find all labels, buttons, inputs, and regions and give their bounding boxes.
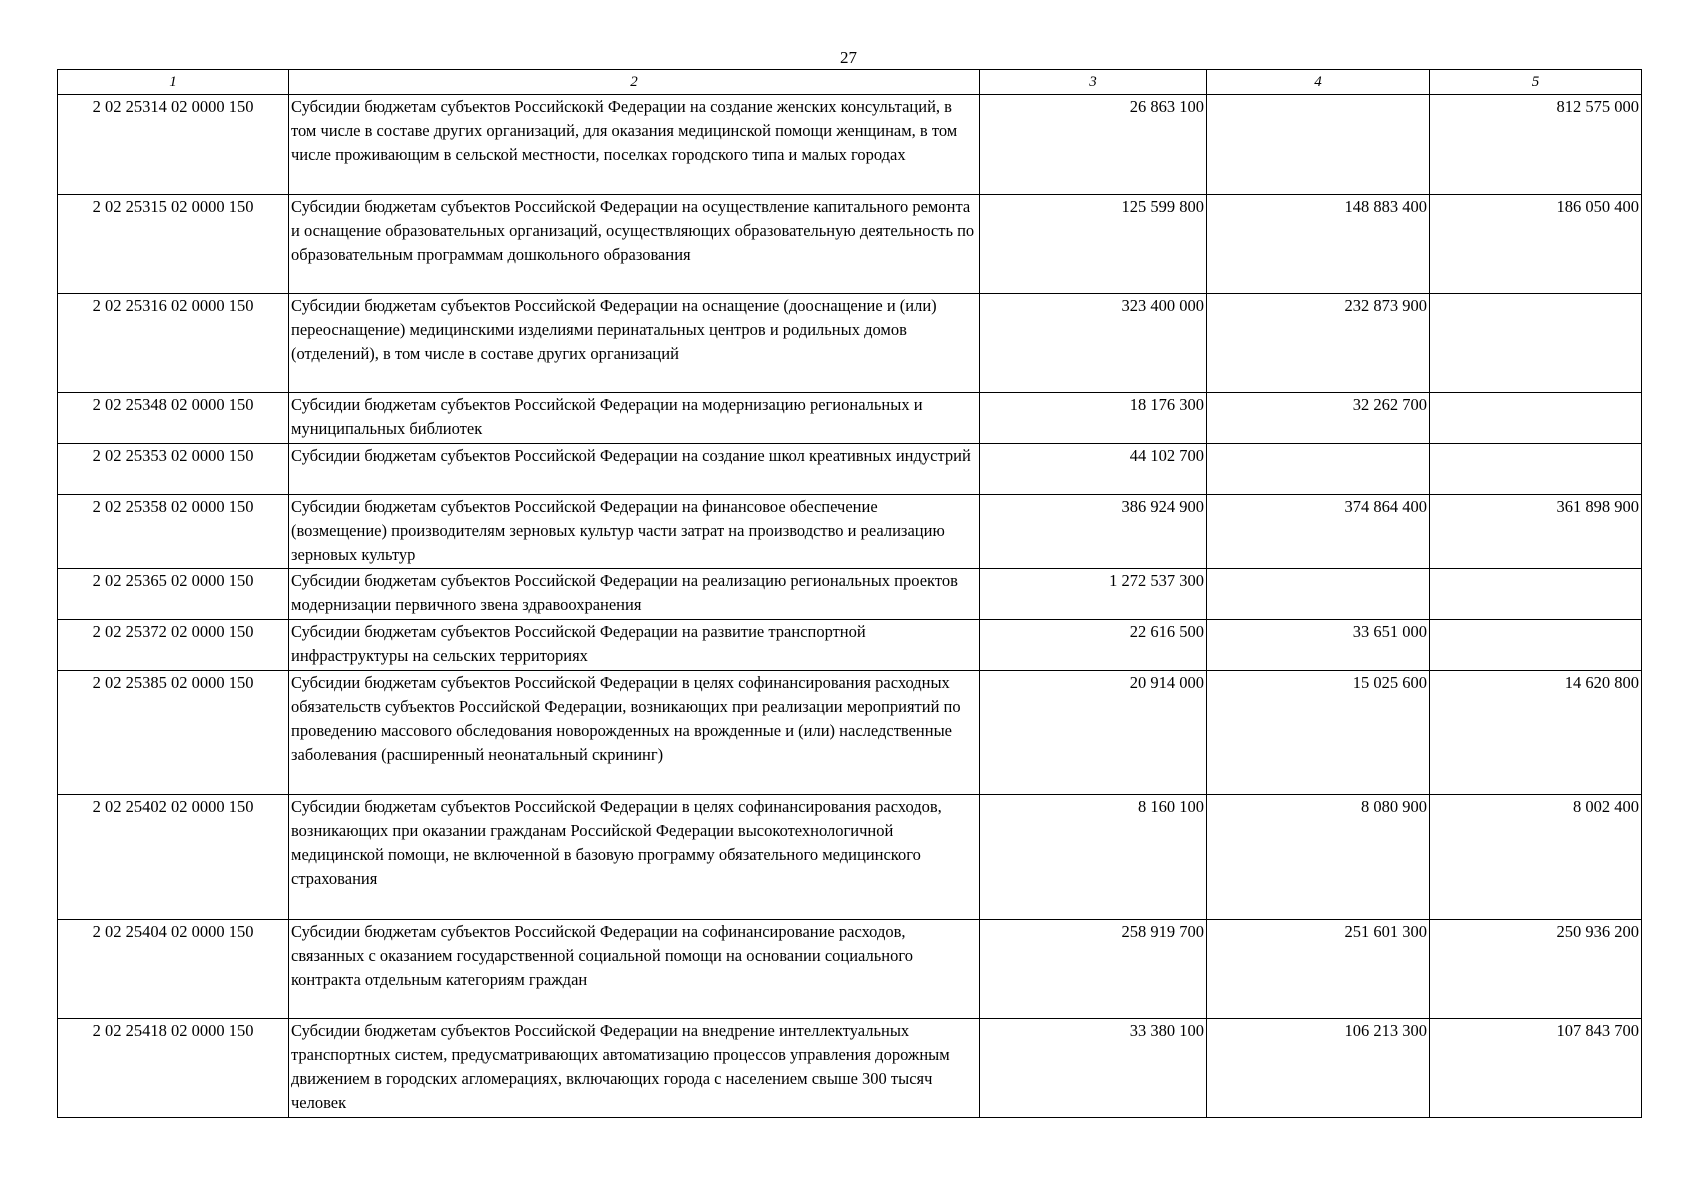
budget-table — [57, 69, 1642, 1118]
row-amount-col5: 812 575 000 — [1430, 95, 1642, 195]
row-code: 2 02 25418 02 0000 150 — [58, 1019, 289, 1118]
row-description: Субсидии бюджетам субъектов Российской Федерации на реализацию региональных проектов модернизации первичного звена здравоохранения — [289, 569, 980, 620]
table-row — [58, 569, 1642, 620]
table-row — [58, 294, 1642, 393]
row-description: Субсидии бюджетам субъектов Российской Федерации на внедрение интеллектуальных транспортных систем, предусматривающих автоматизацию процессов управления дорожным движением в городских агломерациях, включающих города с населением свыше 300 тысяч человек — [289, 1019, 980, 1118]
table-row — [58, 920, 1642, 1019]
row-amount-col3: 20 914 000 — [980, 671, 1207, 795]
row-amount-col3: 386 924 900 — [980, 495, 1207, 569]
row-amount-col3: 18 176 300 — [980, 393, 1207, 444]
row-amount-col3: 125 599 800 — [980, 195, 1207, 294]
row-amount-col4: 15 025 600 — [1207, 671, 1430, 795]
row-amount-col3: 323 400 000 — [980, 294, 1207, 393]
row-code: 2 02 25385 02 0000 150 — [58, 671, 289, 795]
row-amount-col5: 250 936 200 — [1430, 920, 1642, 1019]
row-code: 2 02 25404 02 0000 150 — [58, 920, 289, 1019]
row-amount-col4: 33 651 000 — [1207, 620, 1430, 671]
row-code: 2 02 25365 02 0000 150 — [58, 569, 289, 620]
column-header-2: 2 — [289, 70, 980, 95]
row-amount-col5 — [1430, 620, 1642, 671]
row-code: 2 02 25314 02 0000 150 — [58, 95, 289, 195]
column-header-3: 3 — [980, 70, 1207, 95]
table-row — [58, 1019, 1642, 1118]
row-amount-col4: 374 864 400 — [1207, 495, 1430, 569]
table-row — [58, 444, 1642, 495]
row-code: 2 02 25358 02 0000 150 — [58, 495, 289, 569]
table-row — [58, 795, 1642, 920]
row-amount-col4: 148 883 400 — [1207, 195, 1430, 294]
row-code: 2 02 25348 02 0000 150 — [58, 393, 289, 444]
table-row — [58, 393, 1642, 444]
row-amount-col3: 258 919 700 — [980, 920, 1207, 1019]
row-amount-col3: 33 380 100 — [980, 1019, 1207, 1118]
table-row — [58, 195, 1642, 294]
row-amount-col5: 186 050 400 — [1430, 195, 1642, 294]
row-code: 2 02 25353 02 0000 150 — [58, 444, 289, 495]
row-amount-col4: 251 601 300 — [1207, 920, 1430, 1019]
row-code: 2 02 25316 02 0000 150 — [58, 294, 289, 393]
row-description: Субсидии бюджетам субъектов Российскокй Федерации на создание женских консультаций, в том числе в составе других организаций, для оказания медицинской помощи женщинам, в том числе проживающим в сельской местности, поселках городского типа и малых городах — [289, 95, 980, 195]
table-row — [58, 495, 1642, 569]
row-amount-col5: 8 002 400 — [1430, 795, 1642, 920]
row-description: Субсидии бюджетам субъектов Российской Федерации в целях софинансирования расходных обязательств субъектов Российской Федерации, возникающих при реализации мероприятий по проведению массового обследования новорожденных на врожденные и (или) наследственные заболевания (расширенный неонатальный скрининг) — [289, 671, 980, 795]
row-code: 2 02 25315 02 0000 150 — [58, 195, 289, 294]
row-amount-col3: 1 272 537 300 — [980, 569, 1207, 620]
row-description: Субсидии бюджетам субъектов Российской Федерации на софинансирование расходов, связанных с оказанием государственной социальной помощи на основании социального контракта отдельным категориям граждан — [289, 920, 980, 1019]
row-amount-col5 — [1430, 569, 1642, 620]
row-description: Субсидии бюджетам субъектов Российской Федерации на осуществление капитального ремонта и оснащение образовательных организаций, осуществляющих образовательную деятельность по образовательным программам дошкольного образования — [289, 195, 980, 294]
table-row — [58, 671, 1642, 795]
column-header-5: 5 — [1430, 70, 1642, 95]
row-amount-col5 — [1430, 393, 1642, 444]
page-number: 27 — [840, 48, 857, 67]
row-amount-col5: 361 898 900 — [1430, 495, 1642, 569]
row-description: Субсидии бюджетам субъектов Российской Федерации на создание школ креативных индустрий — [289, 444, 980, 495]
row-amount-col4 — [1207, 95, 1430, 195]
table-row — [58, 95, 1642, 195]
column-header-4: 4 — [1207, 70, 1430, 95]
column-header-1: 1 — [58, 70, 289, 95]
row-description: Субсидии бюджетам субъектов Российской Федерации на развитие транспортной инфраструктуры на сельских территориях — [289, 620, 980, 671]
row-description: Субсидии бюджетам субъектов Российской Федерации на оснащение (дооснащение и (или) переоснащение) медицинскими изделиями перинатальных центров и родильных домов (отделений), в том числе в составе других организаций — [289, 294, 980, 393]
row-amount-col4 — [1207, 444, 1430, 495]
row-amount-col5 — [1430, 294, 1642, 393]
header-row — [58, 70, 1642, 95]
row-amount-col5: 14 620 800 — [1430, 671, 1642, 795]
row-amount-col5 — [1430, 444, 1642, 495]
row-description: Субсидии бюджетам субъектов Российской Федерации на модернизацию региональных и муниципальных библиотек — [289, 393, 980, 444]
row-amount-col3: 22 616 500 — [980, 620, 1207, 671]
row-code: 2 02 25402 02 0000 150 — [58, 795, 289, 920]
row-amount-col4: 106 213 300 — [1207, 1019, 1430, 1118]
row-amount-col4: 32 262 700 — [1207, 393, 1430, 444]
row-amount-col4: 8 080 900 — [1207, 795, 1430, 920]
row-amount-col4 — [1207, 569, 1430, 620]
row-amount-col5: 107 843 700 — [1430, 1019, 1642, 1118]
row-amount-col3: 8 160 100 — [980, 795, 1207, 920]
table-row — [58, 620, 1642, 671]
row-amount-col3: 44 102 700 — [980, 444, 1207, 495]
row-description: Субсидии бюджетам субъектов Российской Федерации на финансовое обеспечение (возмещение) производителям зерновых культур части затрат на производство и реализацию зерновых культур — [289, 495, 980, 569]
row-code: 2 02 25372 02 0000 150 — [58, 620, 289, 671]
row-amount-col4: 232 873 900 — [1207, 294, 1430, 393]
row-amount-col3: 26 863 100 — [980, 95, 1207, 195]
row-description: Субсидии бюджетам субъектов Российской Федерации в целях софинансирования расходов, возникающих при оказании гражданам Российской Федерации высокотехнологичной медицинской помощи, не включенной в базовую программу обязательного медицинского страхования — [289, 795, 980, 920]
